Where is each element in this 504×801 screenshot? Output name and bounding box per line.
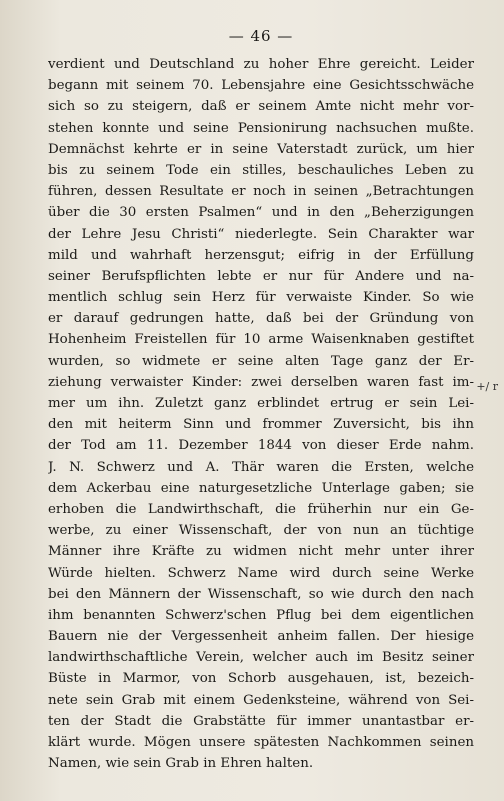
- text-line: Hohenheim Freistellen für 10 arme Waisenknaben gestiftet: [48, 332, 474, 348]
- text-line: Büste in Marmor, von Schorb ausgehauen, ist, bezeich-: [48, 671, 474, 687]
- text-line: Bauern nie der Vergessenheit anheim fallen. Der hiesige: [48, 629, 474, 645]
- text-line: führen, dessen Resultate er noch in seinen „Betrachtungen: [48, 184, 474, 200]
- text-line: bei den Männern der Wissenschaft, so wie durch den nach: [48, 586, 474, 602]
- text-line: wurden, so widmete er seine alten Tage ganz der Er-: [48, 353, 474, 369]
- text-line: mer um ihn. Zuletzt ganz erblindet ertrug er sein Lei-: [48, 396, 474, 411]
- text-line: der Tod am 11. Dezember 1844 von dieser Erde nahm.: [48, 438, 474, 454]
- text-line: verdient und Deutschland zu hoher Ehre gereicht. Leider: [48, 57, 474, 72]
- text-line: mild und wahrhaft herzensgut; eifrig in der Erfüllung: [48, 247, 474, 263]
- text-line: ten der Stadt die Grabstätte für immer unantastbar er-: [48, 713, 474, 729]
- text-line: über die 30 ersten Psalmen“ und in den „Beherzigungen: [48, 205, 474, 221]
- page-body: [48, 54, 474, 774]
- margin-annotation: +/ r: [476, 380, 498, 393]
- text-line: er darauf gedrungen hatte, daß bei der Gründung von: [48, 311, 474, 327]
- text-line: klärt wurde. Mögen unsere spätesten Nachkommen seinen: [48, 735, 474, 750]
- text-line: begann mit seinem 70. Lebensjahre eine Gesichtsschwäche: [48, 78, 474, 94]
- text-line: Demnächst kehrte er in seine Vaterstadt zurück, um hier: [48, 141, 474, 157]
- text-line: landwirthschaftliche Verein, welcher auch im Besitz seiner: [48, 650, 474, 666]
- text-line: erhoben die Landwirthschaft, die früherhin nur ein Ge-: [48, 501, 474, 517]
- text-line: seiner Berufspflichten lebte er nur für Andere und na-: [48, 268, 474, 284]
- text-line: mentlich schlug sein Herz für verwaiste Kinder. So wie: [48, 290, 474, 306]
- text-line: bis zu seinem Tode ein stilles, beschauliches Leben zu: [48, 162, 474, 178]
- text-line: Namen, wie sein Grab in Ehren halten.: [48, 756, 314, 772]
- page-number: — 46 —: [228, 27, 294, 45]
- text-line: ihm benannten Schwerz'schen Pflug bei dem eigentlichen: [48, 607, 474, 623]
- text-line: Männer ihre Kräfte zu widmen nicht mehr unter ihrer: [48, 544, 474, 560]
- text-line: Würde hielten. Schwerz Name wird durch seine Werke: [48, 565, 474, 581]
- text-line: stehen konnte und seine Pensionirung nachsuchen mußte.: [48, 120, 474, 136]
- text-line: dem Ackerbau eine naturgesetzliche Unterlage gaben; sie: [48, 480, 474, 496]
- text-line: J. N. Schwerz und A. Thär waren die Ersten, welche: [48, 459, 474, 475]
- text-line: werbe, zu einer Wissenschaft, der von nun an tüchtige: [48, 523, 474, 539]
- text-line: nete sein Grab mit einem Gedenksteine, während von Sei-: [48, 692, 474, 708]
- text-line: der Lehre Jesu Christi“ niederlegte. Sein Charakter war: [48, 226, 474, 242]
- text-line: den mit heiterm Sinn und frommer Zuversicht, bis ihn: [48, 417, 474, 433]
- text-line: sich so zu steigern, daß er seinem Amte nicht mehr vor-: [48, 99, 474, 115]
- text-line: ziehung verwaister Kinder: zwei derselben waren fast im-: [48, 374, 474, 390]
